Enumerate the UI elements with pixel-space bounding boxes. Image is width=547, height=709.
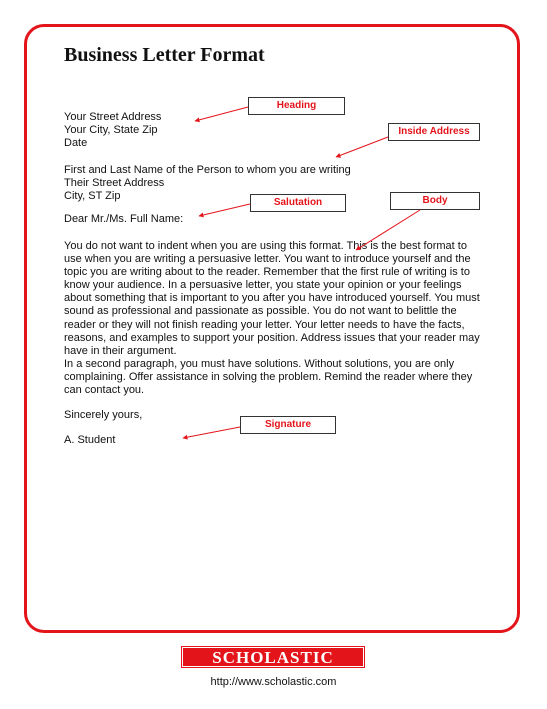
signature-label: Signature xyxy=(240,416,336,434)
inside-address-arrow xyxy=(336,137,388,157)
inside-address-label: Inside Address xyxy=(388,123,480,141)
signature-name: A. Student xyxy=(64,434,116,446)
closing-text: Sincerely yours, xyxy=(64,409,143,421)
heading-street: Your Street Address xyxy=(64,111,162,123)
salutation-arrow xyxy=(199,204,250,216)
page-title: Business Letter Format xyxy=(64,44,265,66)
body-arrow xyxy=(356,210,420,250)
heading-label: Heading xyxy=(248,97,345,115)
heading-arrow xyxy=(195,107,248,121)
inside-address-name: First and Last Name of the Person to whom you are writing xyxy=(64,164,351,176)
heading-city: Your City, State Zip xyxy=(64,124,158,136)
scholastic-logo: SCHOLASTIC xyxy=(182,647,364,667)
heading-date: Date xyxy=(64,137,88,149)
footer-url[interactable]: http://www.scholastic.com xyxy=(210,676,337,688)
inside-address-street: Their Street Address xyxy=(64,177,165,189)
signature-arrow xyxy=(183,427,240,438)
inside-address-city: City, ST Zip xyxy=(64,190,121,202)
salutation-text: Dear Mr./Ms. Full Name: xyxy=(64,213,184,225)
letter-body: You do not want to indent when you are using this format. This is the best format to use when you are writing a persuasive letter. You want to introduce yourself and the topic you are writing about to the reader. Remember that the first rule of writing is to know your audience. In a persuasive letter, you state your opinion or your feelings about something that is important to you after you have introduced yourself. You must sound as professional and passionate as possible. You do not want to belittle the reader or they will not finish reading your letter. Your letter needs to have the facts, reasons, and examples to support your position. Address issues that your reader may have in their argument. In a second paragraph, you must have solutions. Without solutions, you are only complaining. Offer assistance in solving the problem. Remind the reader where they can contact you. xyxy=(64,240,480,397)
body-label: Body xyxy=(390,192,480,210)
salutation-label: Salutation xyxy=(250,194,346,212)
